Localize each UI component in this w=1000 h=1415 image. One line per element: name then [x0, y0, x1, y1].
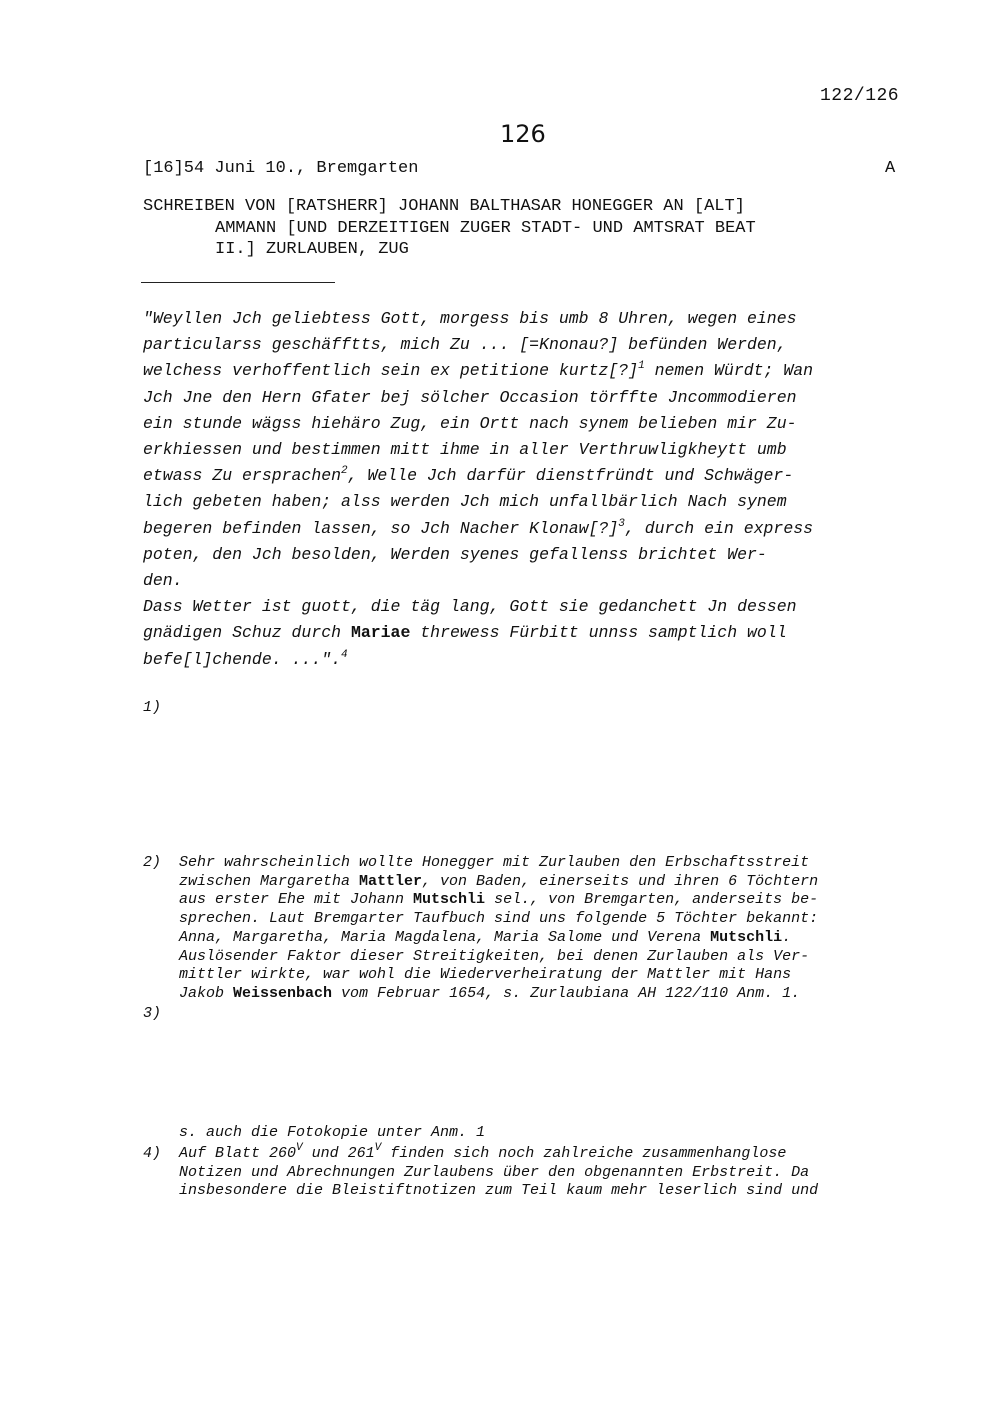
page-reference: 122/126: [820, 86, 900, 106]
footnote-line: Jakob Weissenbach vom Februar 1654, s. Zurlaubiana AH 122/110 Anm. 1.: [179, 984, 801, 1002]
letter-line: poten, den Jch besolden, Werden syenes gefallenss brichtet Wer-: [143, 544, 767, 564]
footnote-ref: 1: [638, 360, 645, 373]
letter-line: Jch Jne den Hern Gfater bej sölcher Occasion törffte Jncommodieren: [143, 387, 797, 407]
footnote-ref: 3: [618, 517, 625, 530]
bold-name: Mariae: [350, 623, 411, 643]
document-title: [143, 196, 883, 261]
letter-line: begeren befinden lassen, so Jch Nacher Klonaw[?]$^3$, durch ein express: [143, 517, 814, 538]
footnote-line: s. auch die Fotokopie unter Anm. 1: [179, 1124, 486, 1141]
siglum: A: [885, 159, 896, 178]
letter-line: welchess verhoffentlich sein ex petitione kurtz[?]$^1$ nemen Würdt; Wan: [143, 360, 814, 381]
footnote-line: Anna, Margaretha, Maria Magdalena, Maria Salome und Verena Mutschli.: [179, 928, 792, 946]
footnote-line: mittler wirkte, war wohl die Wiederverheiratung der Mattler mit Hans: [179, 966, 792, 984]
footnote-line: Auf Blatt $260^V$ und $261^V$ finden sich noch zahlreiche zusammenhanglose: [179, 1142, 787, 1162]
letter-line: particularss geschäfftts, mich Zu ... [=Knonau?] befünden Werden,: [143, 335, 787, 355]
letter-text: [143, 306, 913, 673]
footnote-line: Notizen und Abrechnungen Zurlaubens über den obgenannten Erbstreit. Da: [179, 1163, 810, 1181]
letter-line: den.: [143, 571, 183, 591]
footnote-ref: 2: [341, 465, 348, 478]
letter-line: etwass Zu ersprachen$^2$, Welle Jch darfür dienstfründt und Schwäger-: [143, 465, 794, 486]
title-divider: [141, 282, 335, 283]
document-number: 126: [500, 120, 546, 148]
letter-line: befe[l]chende. ...".$^4$: [143, 648, 348, 669]
date-place: [16]54 Juni 10., Bremgarten: [143, 159, 419, 178]
footnote-line: sprechen. Laut Bremgarter Taufbuch sind uns folgende 5 Töchter bekannt:: [179, 910, 819, 928]
footnote-line: insbesondere die Bleistiftnotizen zum Teil kaum mehr leserlich sind und: [179, 1182, 819, 1200]
footnote-marker: 1): [143, 699, 162, 716]
footnote-marker: 2): [143, 854, 162, 871]
title-line: SCHREIBEN VON [RATSHERR] JOHANN BALTHASAR HONEGGER AN [ALT]: [143, 197, 745, 216]
footnote-line: aus erster Ehe mit Johann Mutschli sel., von Bremgarten, anderseits be-: [179, 891, 819, 909]
footnote-line: zwischen Margaretha Mattler, von Baden, einerseits und ihren 6 Töchtern: [179, 872, 819, 890]
footnote-line: Auslösender Faktor dieser Streitigkeiten, bei denen Zurlauben als Ver-: [179, 947, 810, 965]
letter-line: erkhiessen und bestimmen mitt ihme in aller Verthruwligkheytt umb: [143, 440, 787, 460]
footnote-line: Sehr wahrscheinlich wollte Honegger mit Zurlauben den Erbschaftsstreit: [179, 854, 810, 871]
footnote-ref: 4: [341, 648, 348, 661]
title-line: AMMANN [UND DERZEITIGEN ZUGER STADT- UND AMTSRAT BEAT: [215, 218, 756, 238]
footnote-marker: 4): [143, 1145, 162, 1162]
footnote-marker: 3): [143, 1005, 162, 1022]
letter-line: gnädigen Schuz durch Mariae threwess Fürbitt unnss samptlich woll: [143, 623, 787, 643]
letter-line: "Weyllen Jch geliebtess Gott, morgess bis umb 8 Uhren, wegen eines: [143, 309, 797, 328]
title-line: II.] ZURLAUBEN, ZUG: [215, 240, 409, 259]
letter-line: ein stunde wägss hiehäro Zug, ein Ortt nach synem belieben mir Zu-: [143, 413, 797, 433]
letter-line: Dass Wetter ist guott, die täg lang, Gott sie gedanchett Jn dessen: [143, 597, 797, 617]
letter-line: lich gebeten haben; alss werden Jch mich unfallbärlich Nach synem: [143, 492, 787, 512]
